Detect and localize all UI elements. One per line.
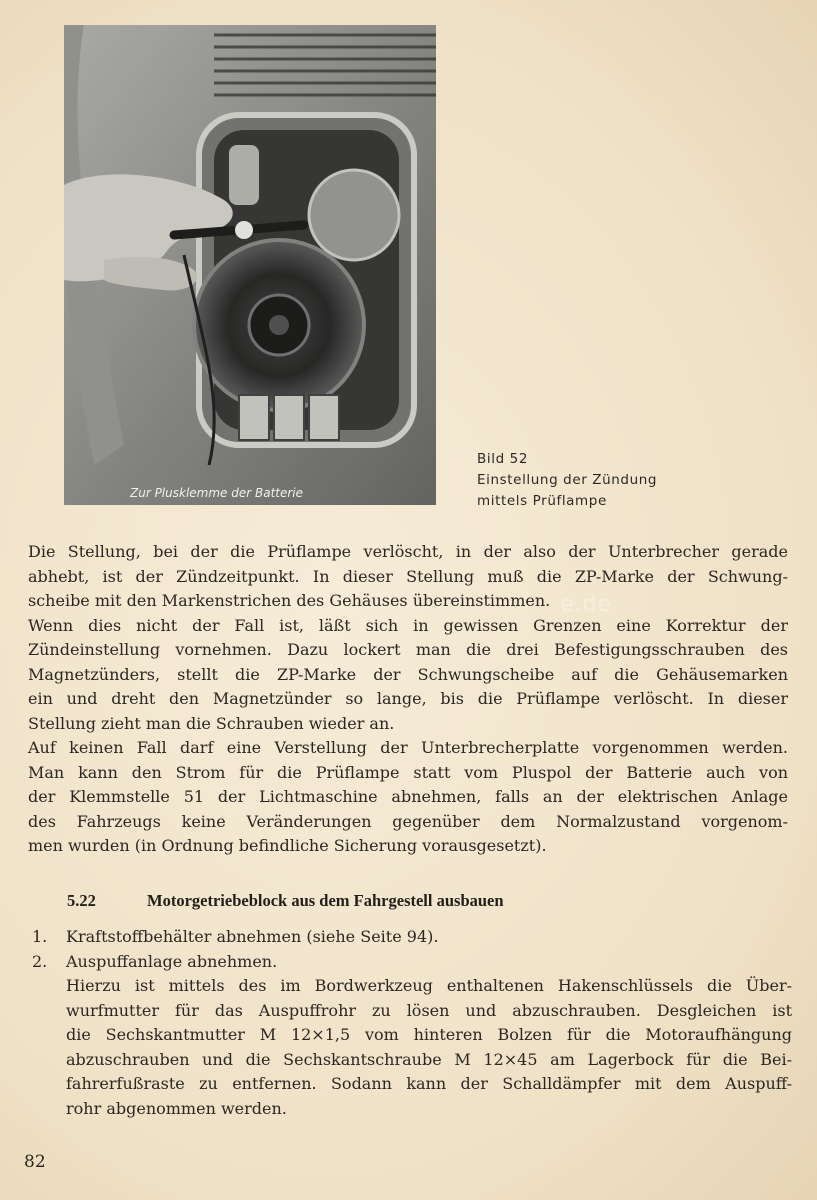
text-line: Kraftstoffbehälter abnehmen (siehe Seite 94). — [66, 927, 439, 946]
engine-photo — [64, 25, 436, 505]
figure-caption — [477, 449, 777, 512]
list-item — [32, 925, 792, 950]
text-line: ein und dreht den Magnetzünder so lange, bis die Prüflampe verlöscht. In dieser — [28, 689, 788, 708]
page-number: 82 — [24, 1152, 46, 1172]
text-line: Stellung zieht man die Schrauben wieder an. — [28, 713, 395, 733]
text-line: Zündeinstellung vornehmen. Dazu lockert man die drei Befestigungsschrauben des — [28, 640, 788, 659]
section-heading — [67, 891, 767, 911]
text-line: die Sechskantmutter M 12×1,5 vom hinteren Bolzen für die Motoraufhängung — [66, 1025, 792, 1044]
text-line: wurfmutter für das Auspuffrohr zu lösen und abzuschrauben. Desgleichen ist — [66, 1000, 792, 1020]
text-line: rohr abgenommen werden. — [66, 1098, 287, 1118]
text-line: Auf keinen Fall darf eine Verstellung der Unterbrecherplatte vorgenommen werden. — [28, 738, 788, 757]
text-line: Auspuffanlage abnehmen. — [66, 951, 278, 971]
figure-caption-line-1: Einstellung der Zündung — [477, 472, 658, 488]
paragraph — [28, 540, 788, 614]
figure-caption-line-2: mittels Prüflampe — [477, 493, 607, 509]
step-number: 1. — [32, 927, 48, 946]
watermark: e.de — [560, 592, 613, 617]
section-title: Motorgetriebeblock aus dem Fahrgestell ausbauen — [147, 891, 504, 910]
text-line: Man kann den Strom für die Prüflampe statt vom Pluspol der Batterie auch von — [28, 762, 788, 782]
text-line: des Fahrzeugs keine Veränderungen gegenüber dem Normalzustand vorgenom- — [28, 811, 788, 831]
text-line: abzuschrauben und die Sechskantschraube M 12×45 am Lagerbock für die Bei- — [66, 1049, 792, 1069]
paragraph — [28, 614, 788, 737]
text-line: der Klemmstelle 51 der Lichtmaschine abnehmen, falls an der elektrischen Anlage — [28, 787, 788, 806]
text-line: scheibe mit den Markenstrichen des Gehäuses übereinstimmen. — [28, 591, 551, 610]
step-number: 2. — [32, 951, 48, 971]
paragraph — [28, 736, 788, 859]
text-line: men wurden (in Ordnung befindliche Sicherung vorausgesetzt). — [28, 836, 547, 855]
ignition-timing-photo — [64, 25, 436, 505]
text-line: fahrerfußraste zu entfernen. Sodann kann der Schalldämpfer mit dem Auspuff- — [66, 1074, 792, 1093]
text-line: Hierzu ist mittels des im Bordwerkzeug enthaltenen Hakenschlüssels die Über- — [66, 976, 792, 995]
text-line: abhebt, ist der Zündzeitpunkt. In dieser Stellung muß die ZP-Marke der Schwung- — [28, 566, 788, 586]
body-text — [28, 540, 788, 859]
section-number: 5.22 — [67, 891, 96, 910]
text-line: Wenn dies nicht der Fall ist, läßt sich in gewissen Grenzen eine Korrektur der — [28, 615, 788, 635]
figure-number: Bild 52 — [477, 451, 529, 467]
text-line: Die Stellung, bei der die Prüflampe verlöscht, in der also der Unterbrecher gerade — [28, 542, 788, 561]
text-line: Magnetzünders, stellt die ZP-Marke der Schwungscheibe auf die Gehäusemarken — [28, 664, 788, 684]
step-list — [32, 925, 792, 1121]
photo-inscription: Zur Plusklemme der Batterie — [130, 486, 304, 500]
list-item — [32, 950, 792, 1122]
